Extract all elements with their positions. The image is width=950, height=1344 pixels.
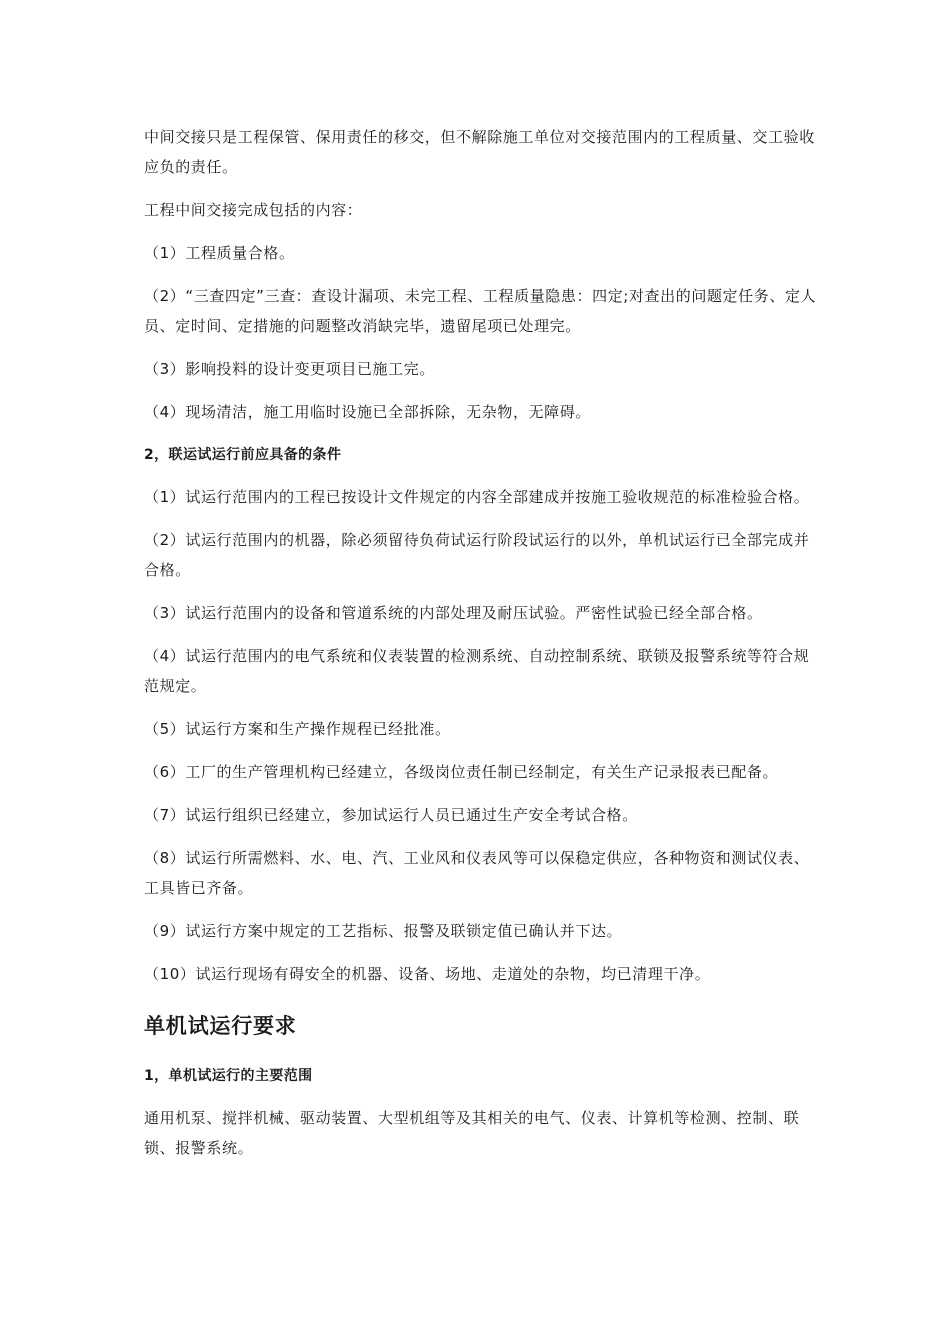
section3-body: 通用机泵、搅拌机械、驱动装置、大型机组等及其相关的电气、仪表、计算机等检测、控制、联锁、报警系统。 — [144, 1109, 800, 1157]
intro-list-title: 工程中间交接完成包括的内容： — [144, 201, 363, 219]
condition-item-10: （10）试运行现场有碍安全的机器、设备、场地、走道处的杂物，均已清理干净。 — [144, 965, 711, 983]
intro-item-4: （4）现场清洁，施工用临时设施已全部拆除，无杂物，无障碍。 — [144, 403, 591, 421]
condition-item-1: （1）试运行范围内的工程已按设计文件规定的内容全部建成并按施工验收规范的标准检验合格。 — [144, 488, 810, 506]
intro-item-2: （2）“三查四定”三查：查设计漏项、未完工程、工程质量隐患：四定;对查出的问题定任务、定人员、定时间、定措施的问题整改消缺完毕，遗留尾项已处理完。 — [144, 287, 817, 335]
intro-paragraph: 中间交接只是工程保管、保用责任的移交，但不解除施工单位对交接范围内的工程质量、交工验收应负的责任。 — [144, 128, 815, 176]
section-heading: 单机试运行要求 — [144, 1014, 297, 1038]
condition-item-6: （6）工厂的生产管理机构已经建立，各级岗位责任制已经制定，有关生产记录报表已配备。 — [144, 763, 779, 781]
condition-item-5: （5）试运行方案和生产操作规程已经批准。 — [144, 720, 451, 738]
condition-item-7: （7）试运行组织已经建立，参加试运行人员已通过生产安全考试合格。 — [144, 806, 638, 824]
intro-item-1: （1）工程质量合格。 — [144, 244, 295, 262]
condition-item-2: （2）试运行范围内的机器，除必须留待负荷试运行阶段试运行的以外，单机试运行已全部完成并合格。 — [144, 531, 810, 579]
section2-title: 2，联运试运行前应具备的条件 — [144, 447, 342, 463]
section3-subtitle: 1，单机试运行的主要范围 — [144, 1068, 313, 1084]
condition-item-3: （3）试运行范围内的设备和管道系统的内部处理及耐压试验。严密性试验已经全部合格。 — [144, 604, 763, 622]
condition-item-9: （9）试运行方案中规定的工艺指标、报警及联锁定值已确认并下达。 — [144, 922, 623, 940]
intro-item-3: （3）影响投料的设计变更项目已施工完。 — [144, 360, 435, 378]
condition-item-4: （4）试运行范围内的电气系统和仪表装置的检测系统、自动控制系统、联锁及报警系统等符合规范规定。 — [144, 647, 810, 695]
condition-item-8: （8）试运行所需燃料、水、电、汽、工业风和仪表风等可以保稳定供应，各种物资和测试仪表、工具皆已齐备。 — [144, 849, 810, 897]
document-page — [144, 122, 824, 1176]
